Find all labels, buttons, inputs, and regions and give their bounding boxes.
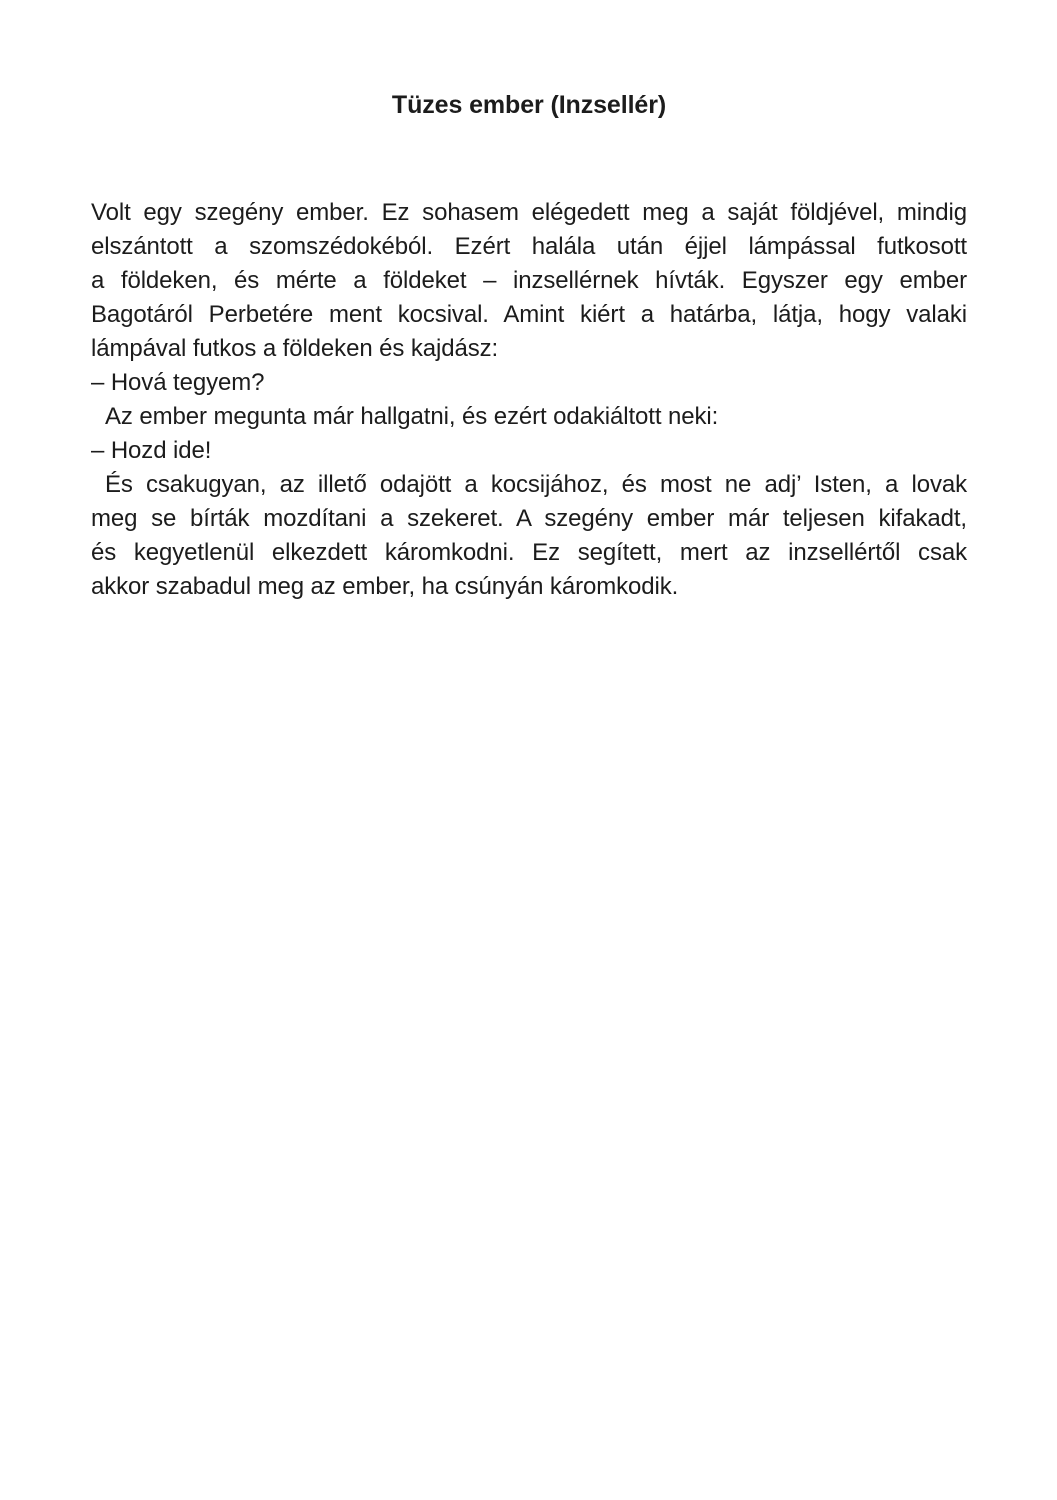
text-line: És csakugyan, az illető odajött a kocsijához, és most ne adj’ Isten, a lovak	[105, 471, 967, 498]
dialogue-line: – Hozd ide!	[91, 437, 212, 464]
text-line: a földeken, és mérte a földeket – inzsellérnek hívták. Egyszer egy ember	[91, 267, 967, 294]
text-line: Az ember megunta már hallgatni, és ezért odakiáltott neki:	[105, 403, 719, 430]
text-line: elszántott a szomszédokéból. Ezért halála után éjjel lámpással futkosott	[91, 233, 967, 260]
text-line: meg se bírták mozdítani a szekeret. A szegény ember már teljesen kifakadt,	[91, 505, 967, 532]
document-title: Tüzes ember (Inzsellér)	[391, 91, 667, 119]
document-body	[91, 196, 967, 604]
text-line: lámpával futkos a földeken és kajdász:	[91, 335, 499, 362]
text-line: Bagotáról Perbetére ment kocsival. Amint kiért a határba, látja, hogy valaki	[91, 301, 967, 328]
text-line: akkor szabadul meg az ember, ha csúnyán káromkodik.	[91, 573, 679, 600]
dialogue-line: – Hová tegyem?	[91, 369, 265, 396]
text-line: Volt egy szegény ember. Ez sohasem elégedett meg a saját földjével, mindig	[91, 199, 967, 226]
text-line: és kegyetlenül elkezdett káromkodni. Ez segített, mert az inzsellértől csak	[91, 539, 967, 566]
